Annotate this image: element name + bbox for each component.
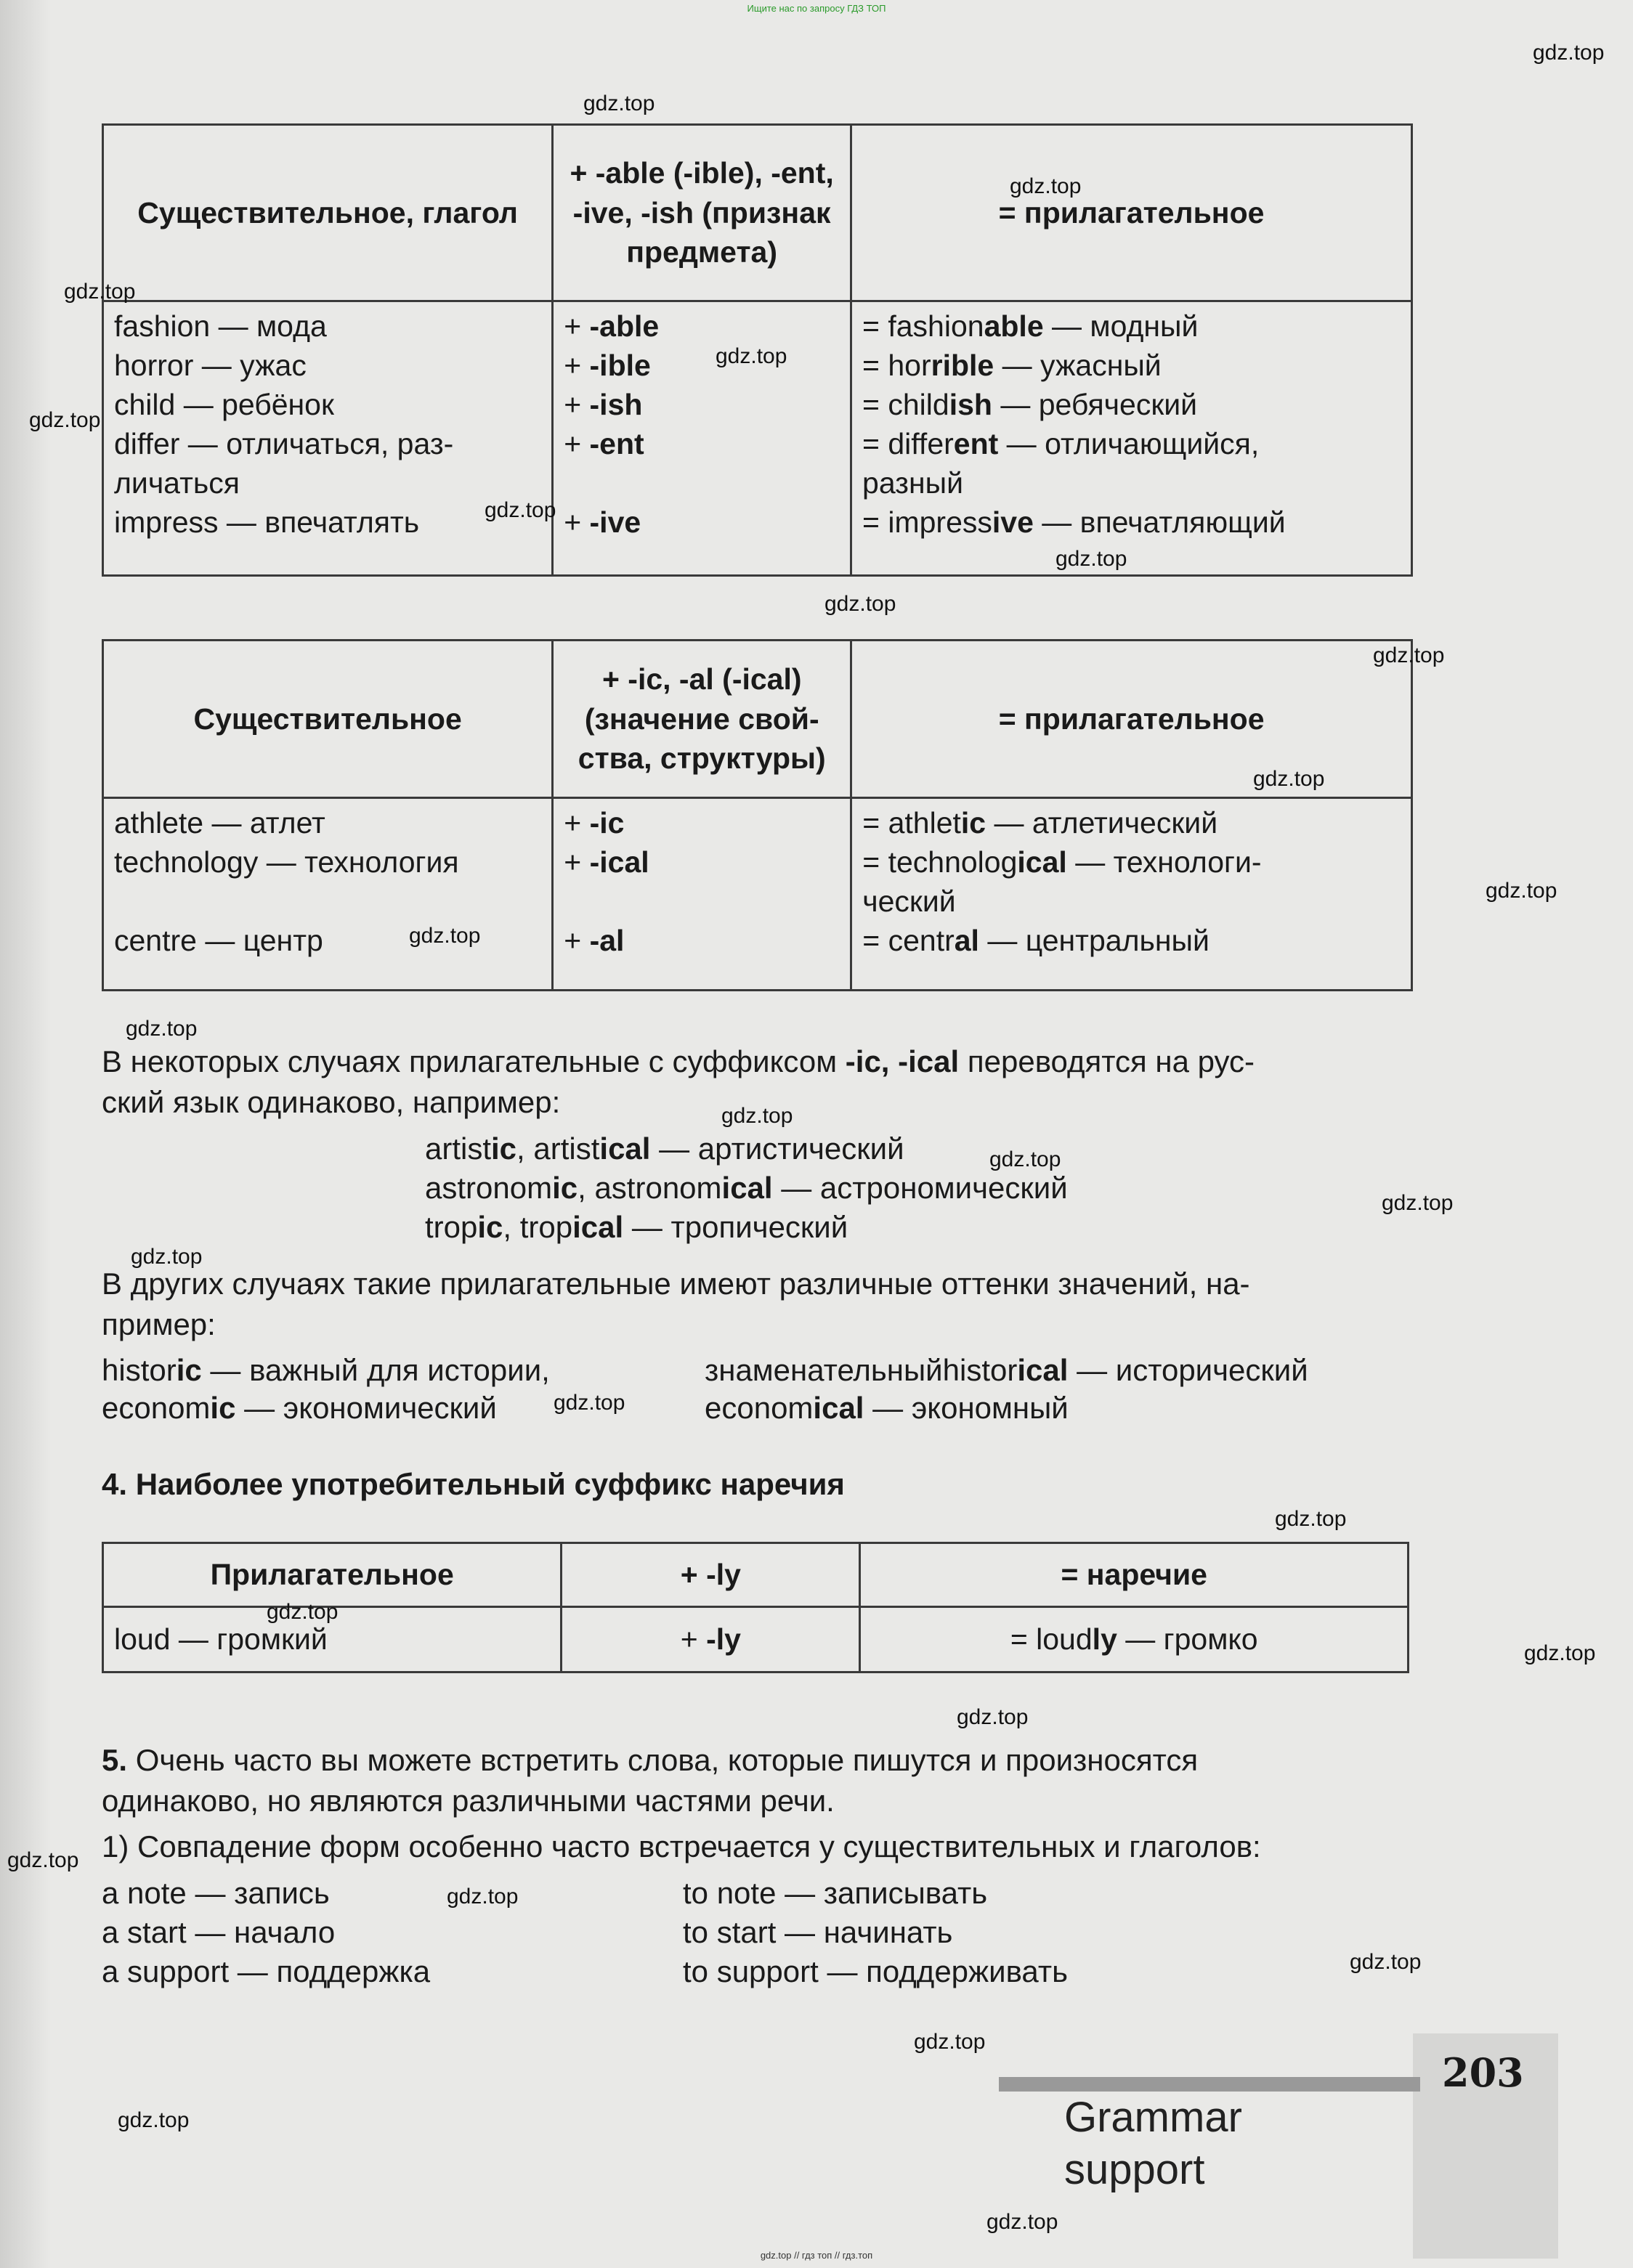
- watermark: gdz.top: [914, 2030, 986, 2054]
- t3-head-suffix: + -ly: [562, 1543, 860, 1607]
- watermark: gdz.top: [1533, 41, 1605, 65]
- t3-adverb-cell: = loudly — громко: [860, 1607, 1409, 1672]
- t1-adj-line: = impressive — впечатляющий: [862, 505, 1286, 539]
- t2-head-suffix: + -ic, -al (-ical) (значение свой- ства, структуры): [553, 641, 851, 798]
- t2-head-adj: = прилагательное: [851, 641, 1412, 798]
- watermark: gdz.top: [1373, 643, 1445, 667]
- page-shadow: [0, 0, 51, 2268]
- para-ic-ical: В некоторых случаях прилагательные с суффиксом -ic, -ical переводятся на рус- ский язык одинаково, например:: [102, 1044, 1255, 1119]
- pair-row-historic: historic — важный для истории,: [102, 1353, 550, 1387]
- watermark: gdz.top: [118, 2108, 190, 2132]
- sub-point-1: 1) Совпадение форм особенно часто встречается у существительных и глаголов:: [102, 1829, 1261, 1863]
- t1-suffix-line: + -ible: [564, 349, 651, 382]
- t1-suffix-line: [564, 463, 840, 503]
- t2-base-line: centre — центр: [114, 924, 323, 957]
- t1-head-suffix: + -able (-ible), -ent, -ive, -ish (признак предмета): [553, 125, 851, 301]
- watermark: gdz.top: [267, 1600, 339, 1624]
- t2-adj-line: ческий: [862, 885, 956, 918]
- t3-head-adj: Прилагательное: [103, 1543, 562, 1607]
- t2-suffix-line: + -ical: [564, 845, 649, 879]
- watermark: gdz.top: [409, 924, 481, 948]
- t1-adj-line: = horrible — ужасный: [862, 349, 1162, 382]
- section-4-heading: 4. Наиболее употребительный суффикс наречия: [102, 1467, 845, 1501]
- watermark: gdz.top: [485, 498, 556, 522]
- t1-col-adj: [851, 301, 1412, 576]
- t2-base-line: athlete — атлет: [114, 806, 325, 840]
- watermark: gdz.top: [64, 280, 136, 304]
- t1-col-base: [103, 301, 553, 576]
- watermark: gdz.top: [1382, 1191, 1454, 1215]
- noun-verb-left: a start — начало: [102, 1915, 336, 1949]
- t1-adj-line: = fashionable — модный: [862, 309, 1199, 343]
- pair-row-historical: знаменательныйhistorical — исторический: [705, 1353, 1308, 1387]
- watermark: gdz.top: [716, 344, 787, 368]
- noun-verb-right: to start — начинать: [683, 1915, 953, 1949]
- page-number: 203: [1442, 2049, 1524, 2096]
- t1-col-suffix: [553, 301, 851, 576]
- t2-suffix-line: + -al: [564, 924, 625, 957]
- watermark: gdz.top: [721, 1104, 793, 1128]
- watermark: gdz.top: [554, 1391, 625, 1415]
- header-note: Ищите нас по запросу ГДЗ ТОП: [747, 3, 886, 14]
- t1-base-line: child — ребёнок: [114, 388, 334, 421]
- watermark: gdz.top: [7, 1848, 79, 1872]
- t2-adj-line: = athletic — атлетический: [862, 806, 1218, 840]
- t1-adj-line: = childish — ребяческий: [862, 388, 1198, 421]
- noun-verb-left: a support — поддержка: [102, 1954, 431, 1988]
- watermark: gdz.top: [1275, 1507, 1347, 1531]
- t1-base-line: differ — отличаться, раз-: [114, 427, 454, 460]
- watermark: gdz.top: [126, 1017, 198, 1041]
- watermark: gdz.top: [1486, 879, 1557, 903]
- t1-head-adj: = прилагательное: [851, 125, 1412, 301]
- t1-adj-line: разный: [862, 466, 963, 500]
- section-title: Grammar support: [1064, 2094, 1242, 2193]
- t2-adj-line: = technological — технологи-: [862, 845, 1262, 879]
- section-tab-bar: [999, 2077, 1420, 2092]
- t2-col-adj: [851, 798, 1412, 991]
- example-line: astronomic, astronomical — астрономический: [425, 1171, 1068, 1205]
- t2-base-line: technology — технология: [114, 845, 459, 879]
- t2-suffix-line: + -ic: [564, 806, 625, 840]
- footer-note: gdz.top // гдз топ // гдз.топ: [760, 2250, 873, 2261]
- watermark: gdz.top: [447, 1885, 519, 1909]
- t1-suffix-line: + -ish: [564, 388, 643, 421]
- t1-base-line: fashion — мода: [114, 309, 327, 343]
- example-line: artistic, artistical — артистический: [425, 1131, 904, 1166]
- watermark: gdz.top: [824, 592, 896, 616]
- watermark: gdz.top: [29, 408, 101, 432]
- t1-head-noun: Существительное, глагол: [103, 125, 553, 301]
- watermark: gdz.top: [583, 92, 655, 115]
- pair-row-economic: economic — экономический: [102, 1391, 497, 1425]
- t1-suffix-line: + -able: [564, 309, 660, 343]
- t1-adj-line: = different — отличающийся,: [862, 427, 1260, 460]
- t1-base-line: impress — впечатлять: [114, 505, 420, 539]
- noun-verb-left: a note — запись: [102, 1876, 330, 1910]
- examples-same-meaning: [425, 1129, 1068, 1247]
- watermark: gdz.top: [1253, 767, 1325, 791]
- t2-adj-line: = central — центральный: [862, 924, 1209, 957]
- watermark: gdz.top: [957, 1705, 1029, 1729]
- pair-row-economical: economical — экономный: [705, 1391, 1069, 1425]
- t3-base-cell: loud — громкий: [103, 1607, 562, 1672]
- watermark: gdz.top: [1010, 174, 1082, 198]
- t1-suffix-line: + -ent: [564, 427, 644, 460]
- watermark: gdz.top: [1524, 1641, 1596, 1665]
- watermark: gdz.top: [131, 1245, 203, 1269]
- para-different-meanings: В других случаях такие прилагательные имеют различные оттенки значений, на- пример:: [102, 1267, 1250, 1341]
- t1-base-line: личаться: [114, 466, 240, 500]
- para-section-5: 5. Очень часто вы можете встретить слова, которые пишутся и произносятся одинаково, но являются различными частями речи.: [102, 1743, 1199, 1818]
- t2-head-noun: Существительное: [103, 641, 553, 798]
- t3-suffix-cell: + -ly: [562, 1607, 860, 1672]
- t2-base-line: [114, 882, 541, 921]
- watermark: gdz.top: [989, 1147, 1061, 1171]
- watermark: gdz.top: [986, 2210, 1058, 2234]
- t1-base-line: horror — ужас: [114, 349, 307, 382]
- t2-suffix-line: [564, 882, 840, 921]
- t2-col-suffix: [553, 798, 851, 991]
- noun-verb-right: to note — записывать: [683, 1876, 988, 1910]
- watermark: gdz.top: [1350, 1950, 1422, 1974]
- t1-suffix-line: + -ive: [564, 505, 641, 539]
- t3-head-adverb: = наречие: [860, 1543, 1409, 1607]
- t2-col-base: [103, 798, 553, 991]
- watermark: gdz.top: [1055, 547, 1127, 571]
- noun-verb-right: to support — поддерживать: [683, 1954, 1068, 1988]
- suffix-table-2: [102, 639, 1413, 991]
- example-line: tropic, tropical — тропический: [425, 1210, 848, 1244]
